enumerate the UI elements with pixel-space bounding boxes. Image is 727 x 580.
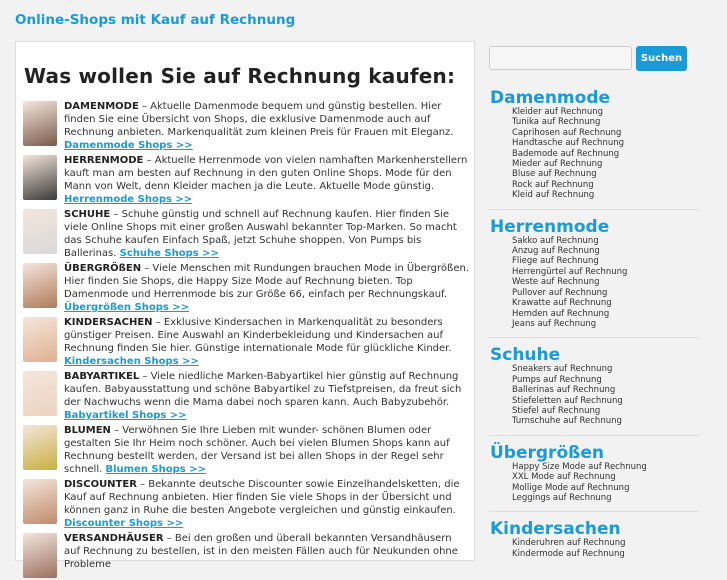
entry-title: SCHUHE — [64, 209, 111, 220]
sidebar-link[interactable]: Jeans auf Rechnung — [512, 318, 597, 329]
sidebar-category-title[interactable]: Übergrößen — [490, 442, 604, 463]
search-button[interactable]: Suchen — [636, 46, 687, 71]
main-content — [15, 41, 475, 570]
sidebar-link[interactable]: Sneakers auf Rechnung — [512, 364, 613, 375]
sidebar-category-title[interactable]: Damenmode — [490, 88, 611, 108]
search-input[interactable] — [489, 46, 632, 70]
category-thumbnail[interactable] — [23, 101, 57, 146]
category-thumbnail[interactable] — [23, 263, 57, 308]
page-heading: Was wollen Sie auf Rechnung kaufen: — [24, 64, 456, 88]
sidebar-link[interactable]: Hemden auf Rechnung — [512, 308, 610, 319]
category-entries — [23, 100, 469, 580]
sidebar-link[interactable]: Bademode auf Rechnung — [512, 148, 620, 159]
sidebar-category — [489, 81, 699, 201]
sidebar-link[interactable]: Rock auf Rechnung — [512, 179, 594, 190]
search-bar — [489, 41, 699, 75]
entry-shop-link[interactable]: Schuhe Shops >> — [119, 248, 219, 259]
entry-shop-link[interactable]: Kindersachen Shops >> — [64, 356, 199, 367]
entry-text — [64, 478, 469, 530]
entry-description: – Schuhe günstig und schnell auf Rechnung kaufen. Hier finden Sie viele Online Shops mit einer großen Auswahl bekannter Top-Marken. So macht das Schuhe kaufen Einfach Spaß, jetzt Schuhe shoppen. Von Pumps bis Ballerinas. — [64, 209, 457, 259]
sidebar-category-title[interactable]: Herrenmode — [490, 216, 610, 237]
entry-description: – Verwöhnen Sie Ihre Lieben mit wunder- schönen Blumen oder gestalten Sie Ihr Heim noch schöner. Auch bei vielen Blumen Shops kann auf Rechnung bestellt werden, der Versand ist bei allen Shops in der Regel sehr schnell. — [64, 425, 450, 475]
category-entry — [23, 208, 469, 260]
entry-title: KINDERSACHEN — [64, 317, 153, 328]
entry-title: BABYARTIKEL — [64, 371, 140, 382]
entry-text — [64, 100, 469, 152]
category-entry — [23, 262, 469, 314]
sidebar-category — [489, 435, 699, 504]
sidebar-link[interactable]: Kindermode auf Rechnung — [512, 548, 625, 559]
entry-description: – Exklusive Kindersachen in Markenqualität zu besonders günstiger Preisen. Eine Auswahl an Kinderbekleidung und Kindersachen auf Rechnung finden Sie hier. Günstige internationale Mode für glückliche Kinder. — [64, 317, 452, 354]
entry-text — [64, 208, 469, 260]
sidebar-category-list — [512, 538, 699, 559]
entry-text — [64, 154, 469, 206]
sidebar-link[interactable]: Tunika auf Rechnung — [512, 117, 601, 128]
entry-text — [64, 424, 469, 476]
entry-title: DAMENMODE — [64, 101, 139, 112]
entry-title: BLUMEN — [64, 425, 111, 436]
entry-shop-link[interactable]: Blumen Shops >> — [105, 464, 206, 475]
category-entry — [23, 532, 469, 578]
entry-description: – Aktuelle Herrenmode von vielen namhaften Markenherstellern kauft man am besten auf Rechnung in den guten Online Shops. Mode für den Mann von Welt, denn Kleider machen ja die Leute. Aktuelle Mode günstig. — [64, 155, 468, 192]
category-thumbnail[interactable] — [23, 533, 57, 578]
entry-description: – Viele Menschen mit Rundungen brauchen Mode in Übergrößen. Hier finden Sie Shops, die Happy Size Mode auf Rechnung bieten. Top Damenmode und Herrenmode bis zur Größe 66, einfach per Rechnungskauf. — [64, 263, 469, 300]
site-title[interactable]: Online-Shops mit Kauf auf Rechnung — [15, 12, 296, 28]
category-thumbnail[interactable] — [23, 209, 57, 254]
sidebar-link[interactable]: Krawatte auf Rechnung — [512, 298, 612, 309]
sidebar-category-list — [512, 462, 699, 504]
sidebar-category-list — [512, 236, 699, 330]
sidebar-category — [489, 511, 699, 559]
sidebar-link[interactable]: Turnschuhe auf Rechnung — [512, 416, 622, 427]
category-entry — [23, 424, 469, 476]
sidebar-link[interactable]: Stiefel auf Rechnung — [512, 405, 601, 416]
sidebar-link[interactable]: Weste auf Rechnung — [512, 277, 600, 288]
sidebar — [489, 41, 699, 559]
entry-shop-link[interactable]: Discounter Shops >> — [64, 518, 184, 529]
category-entry — [23, 316, 469, 368]
entry-title: DISCOUNTER — [64, 479, 137, 490]
entry-shop-link[interactable]: Herrenmode Shops >> — [64, 194, 193, 205]
sidebar-link[interactable]: Kinderuhren auf Rechnung — [512, 538, 626, 549]
sidebar-link[interactable]: Sakko auf Rechnung — [512, 235, 599, 246]
sidebar-link[interactable]: Anzug auf Rechnung — [512, 246, 600, 257]
sidebar-link[interactable]: Ballerinas auf Rechnung — [512, 385, 616, 396]
sidebar-link[interactable]: XXL Mode auf Rechnung — [512, 472, 616, 483]
entry-title: VERSANDHÄUSER — [64, 533, 164, 544]
sidebar-link[interactable]: Handtasche auf Rechnung — [512, 138, 625, 149]
sidebar-link[interactable]: Mollige Mode auf Rechnung — [512, 482, 630, 493]
category-entry — [23, 154, 469, 206]
entry-description: – Aktuelle Damenmode bequem und günstig bestellen. Hier finden Sie eine Übersicht von Shops, die exklusive Damenmode auch auf Rechnung anbieten. Markenqualität zum kleinen Preis für Frauen mit Eleganz. — [64, 101, 454, 138]
category-thumbnail[interactable] — [23, 371, 57, 416]
sidebar-link[interactable]: Herrengürtel auf Rechnung — [512, 266, 628, 277]
sidebar-link[interactable]: Kleider auf Rechnung — [512, 107, 604, 117]
sidebar-link[interactable]: Pumps auf Rechnung — [512, 374, 602, 385]
category-entry — [23, 100, 469, 152]
sidebar-categories — [489, 81, 699, 559]
sidebar-category-title[interactable]: Kindersachen — [490, 519, 621, 540]
sidebar-link[interactable]: Leggings auf Rechnung — [512, 492, 612, 503]
category-entry — [23, 478, 469, 530]
category-entry — [23, 370, 469, 422]
entry-shop-link[interactable]: Babyartikel Shops >> — [64, 410, 187, 421]
entry-text — [64, 532, 469, 578]
entry-text — [64, 370, 469, 422]
entry-shop-link[interactable]: Damenmode Shops >> — [64, 140, 193, 151]
entry-description: – Bekannte deutsche Discounter sowie Einzelhandelsketten, die Kauf auf Rechnung anbieten. Hier finden Sie viele Shops in der Übersicht und können ganz in Ruhe die besten Angebote vergleichen und günstig einkaufen. — [64, 479, 460, 516]
sidebar-link[interactable]: Happy Size Mode auf Rechnung — [512, 461, 647, 472]
sidebar-category — [489, 337, 699, 426]
sidebar-link[interactable]: Mieder auf Rechnung — [512, 159, 603, 170]
category-thumbnail[interactable] — [23, 479, 57, 524]
sidebar-link[interactable]: Caprihosen auf Rechnung — [512, 127, 622, 138]
sidebar-link[interactable]: Bluse auf Rechnung — [512, 169, 597, 180]
sidebar-category-list — [512, 107, 699, 201]
sidebar-category-list — [512, 364, 699, 426]
category-thumbnail[interactable] — [23, 425, 57, 470]
sidebar-link[interactable]: Pullover auf Rechnung — [512, 287, 608, 298]
entry-description: – Bei den großen und überall bekannten Versandhäusern auf Rechnung zu bestellen, ist in den meisten Fällen auch für Neukunden ohne Probleme — [64, 533, 458, 570]
sidebar-link[interactable]: Stiefeletten auf Rechnung — [512, 395, 623, 406]
entry-title: HERRENMODE — [64, 155, 144, 166]
entry-text — [64, 262, 469, 314]
sidebar-link[interactable]: Kleid auf Rechnung — [512, 190, 595, 201]
sidebar-link[interactable]: Fliege auf Rechnung — [512, 256, 599, 267]
category-thumbnail[interactable] — [23, 317, 57, 362]
entry-title: ÜBERGRÖßEN — [64, 263, 142, 274]
sidebar-category — [489, 209, 699, 330]
entry-shop-link[interactable]: Übergrößen Shops >> — [64, 302, 190, 313]
entry-text — [64, 316, 469, 368]
sidebar-category-title[interactable]: Schuhe — [490, 345, 561, 366]
category-thumbnail[interactable] — [23, 155, 57, 200]
entry-description: – Viele niedliche Marken-Babyartikel hier günstig auf Rechnung kaufen. Babyausstattung und schöne Babyartikel zu Tiefstpreisen, da freut sich der Nachwuchs wenn die Mama dabei noch sparen kann. Auch Babyzubehör. — [64, 371, 462, 408]
